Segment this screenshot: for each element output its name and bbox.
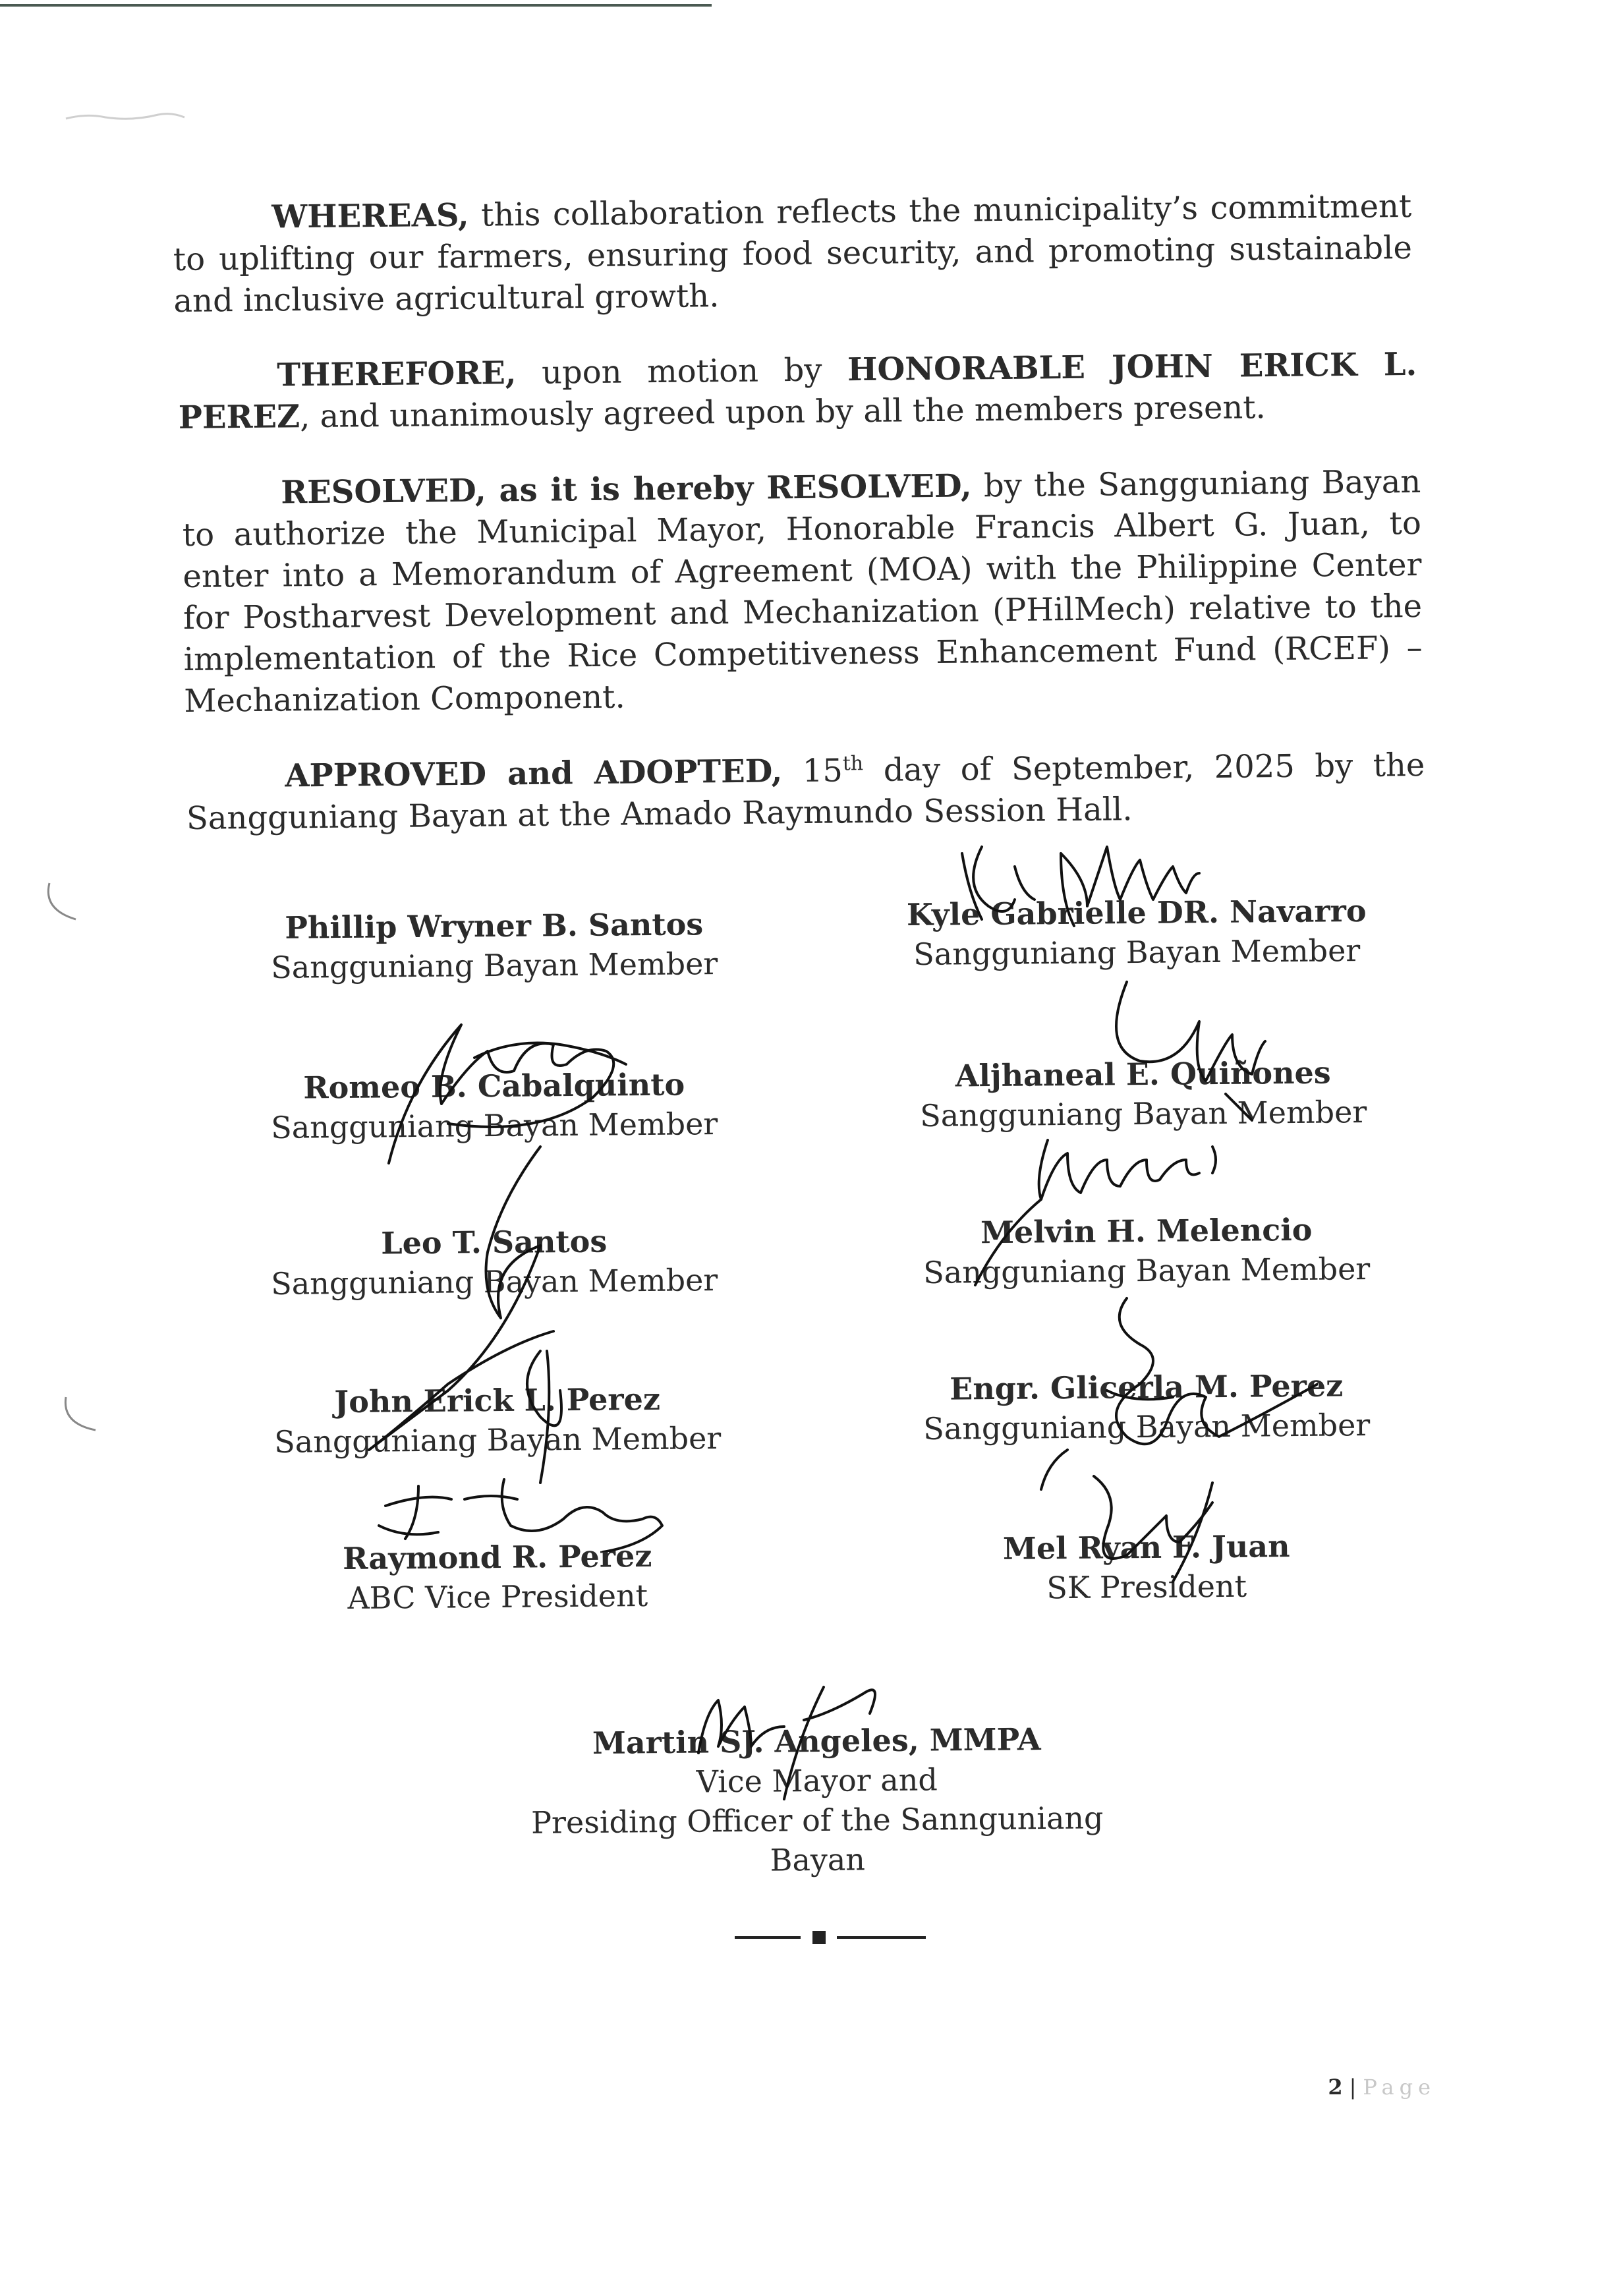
therefore-mid: upon motion by xyxy=(516,351,848,392)
signatory-title: Sangguniang Bayan Member xyxy=(920,1094,1367,1134)
page-number xyxy=(1328,2075,1436,2100)
resolved-paragraph xyxy=(182,461,1423,722)
signatory-left-1 xyxy=(197,904,791,988)
signatory-name: Engr. Glicerla M. Perez xyxy=(950,1367,1344,1407)
signatory-title: Sangguniang Bayan Member xyxy=(913,933,1361,972)
signatory-name: Phillip Wryner B. Santos xyxy=(285,906,704,946)
signatory-name: Romeo B. Cabalquinto xyxy=(303,1066,685,1106)
approved-lead: APPROVED and ADOPTED, xyxy=(285,753,783,795)
top-border-line xyxy=(0,4,712,7)
signature-raymond-perez xyxy=(372,1473,689,1552)
presiding-officer-name: Martin SJ. Angeles, MMPA xyxy=(592,1721,1041,1761)
signatory-title: Sangguniang Bayan Member xyxy=(271,1106,718,1145)
signatory-name: Aljhaneal E. Quiñones xyxy=(955,1054,1331,1094)
hole-punch-mark xyxy=(36,876,89,929)
signatory-title: Sangguniang Bayan Member xyxy=(923,1407,1371,1447)
signatory-name: Kyle Gabrielle DR. Navarro xyxy=(906,892,1367,933)
end-of-document-mark xyxy=(728,1928,926,1947)
signatory-title: SK President xyxy=(1046,1568,1247,1606)
presiding-officer-title-2: Presiding Officer of the Sannguniang Bayan xyxy=(530,1800,1104,1878)
signatory-title: Sangguniang Bayan Member xyxy=(271,946,718,985)
signature-juan xyxy=(1054,1463,1252,1615)
signature-angeles xyxy=(672,1674,936,1825)
presiding-officer-title-1: Vice Mayor and xyxy=(696,1762,938,1800)
signatory-name: Raymond R. Perez xyxy=(342,1537,652,1577)
resolved-lead: RESOLVED, as it is hereby RESOLVED, xyxy=(281,467,972,511)
whereas-text: this collaboration reflects the municipality’s commitment to uplifting our farmers, ensuring food security, and promoting sustainable and inclusive agricultural growth. xyxy=(173,187,1413,320)
approved-day: 15 xyxy=(782,752,843,790)
signatory-title: Sangguniang Bayan Member xyxy=(274,1420,722,1460)
whereas-lead: WHEREAS, xyxy=(271,196,469,236)
page-number-value: 2 xyxy=(1328,2075,1344,2100)
signature-melencio xyxy=(916,1114,1252,1292)
signatory-name: Melvin H. Melencio xyxy=(980,1211,1313,1251)
approved-text: day of September, 2025 by the Sangguniang Bayan at the Amado Raymundo Session Hall. xyxy=(186,746,1425,837)
approved-paragraph xyxy=(186,737,1425,840)
approved-day-suffix: th xyxy=(842,752,864,776)
signature-quinones xyxy=(1054,962,1272,1127)
whereas-paragraph xyxy=(173,186,1413,322)
signature-santos xyxy=(343,1134,593,1503)
therefore-name: HONORABLE JOHN ERICK L. PEREZ xyxy=(178,345,1417,436)
signature-navarro xyxy=(949,827,1259,952)
therefore-paragraph xyxy=(178,344,1417,439)
signatory-name: Leo T. Santos xyxy=(381,1223,608,1261)
page-number-separator: | xyxy=(1349,2075,1358,2100)
signatory-title: Sangguniang Bayan Member xyxy=(923,1251,1371,1290)
signatory-name: Mel Ryan F. Juan xyxy=(1002,1528,1290,1566)
signatory-name: John Erick L. Perez xyxy=(334,1381,661,1420)
therefore-text: , and unanimously agreed upon by all the members present. xyxy=(299,389,1266,436)
signatory-title: Sangguniang Bayan Member xyxy=(271,1262,718,1302)
therefore-lead: THEREFORE, xyxy=(277,355,517,394)
hole-punch-mark xyxy=(56,1391,109,1443)
resolved-text: by the Sangguniang Bayan to authorize the Municipal Mayor, Honorable Francis Albert G. Juan, to enter into a Memorandum of Agreement (MOA) with the Philippine Center for Postharvest Development and Mechanization (PHilMech) relative to the implementation of the Rice Competitiveness Enhancement Fund (RCEF) – Mechanization Component. xyxy=(182,463,1423,720)
page-label: Page xyxy=(1363,2075,1436,2100)
scan-smudge xyxy=(59,99,191,132)
signatory-title: ABC Vice President xyxy=(347,1578,648,1616)
